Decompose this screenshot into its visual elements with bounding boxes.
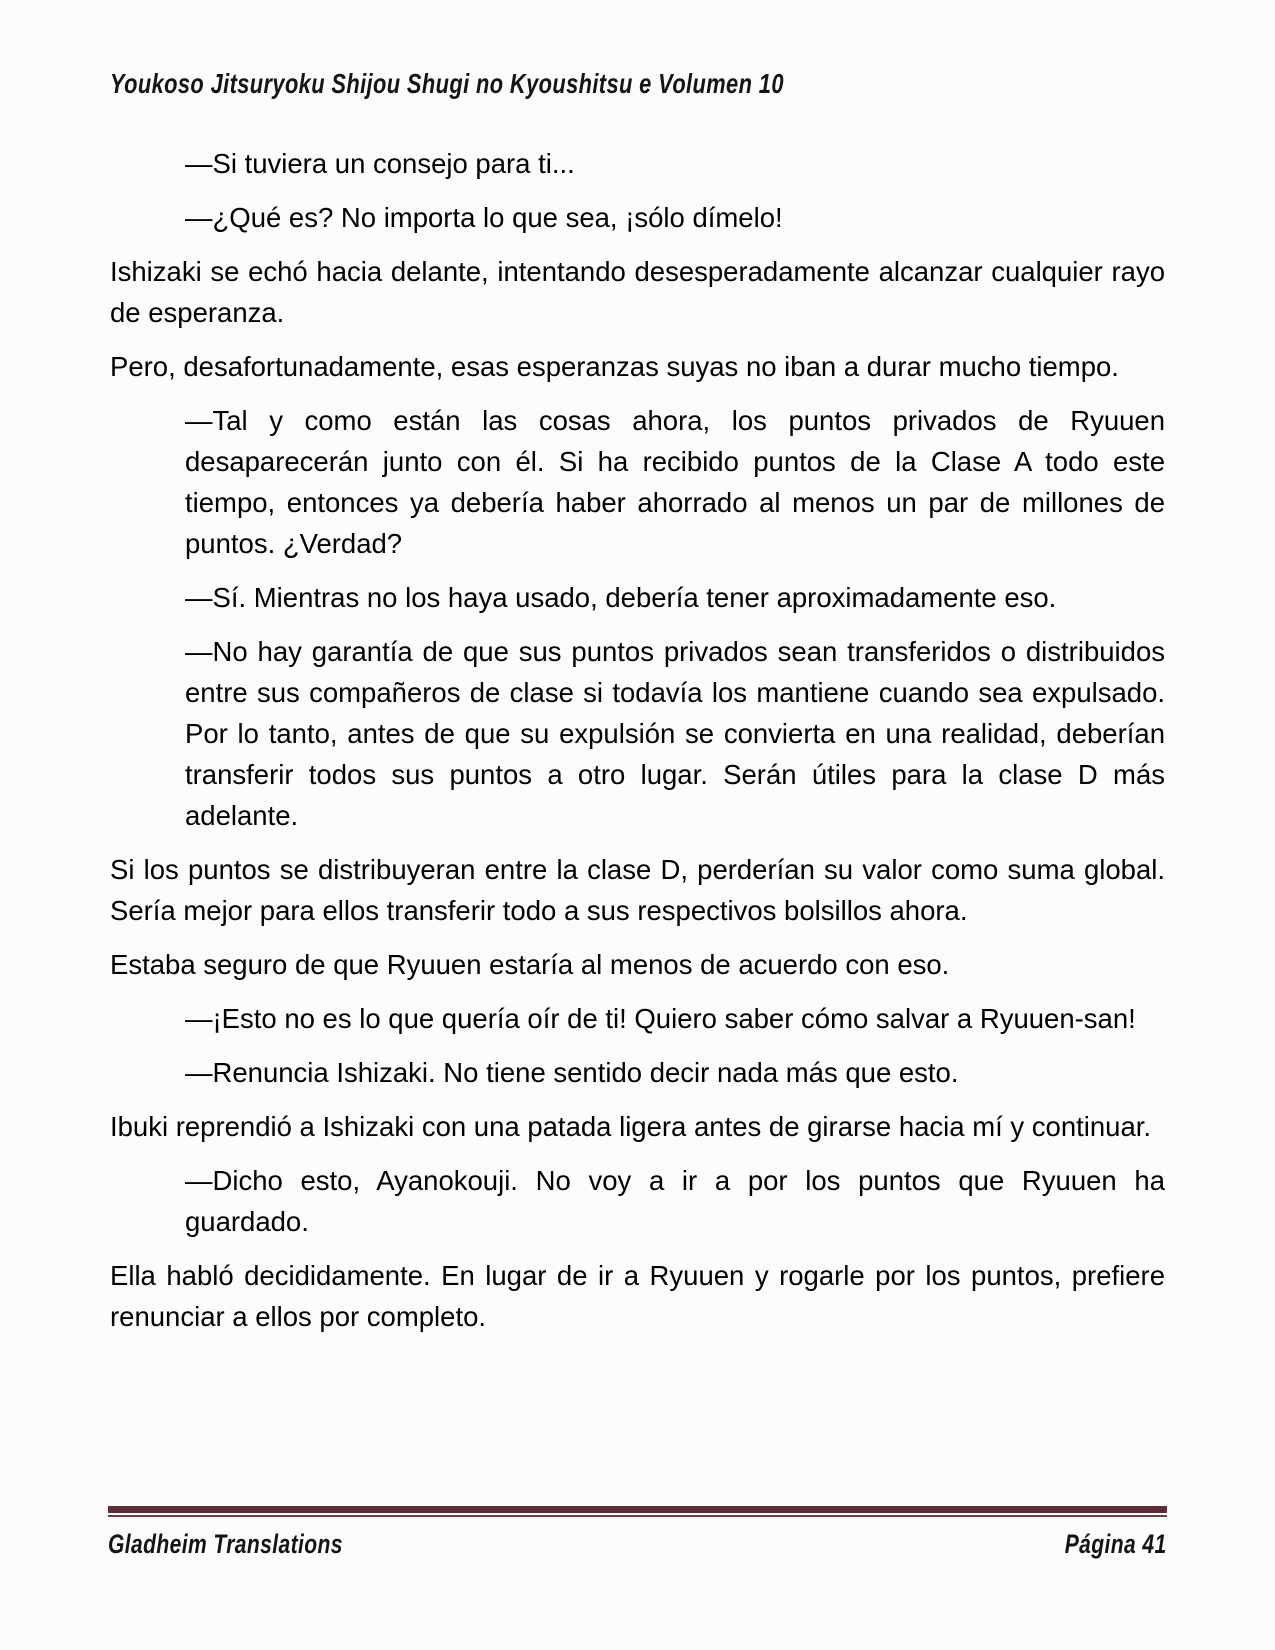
paragraph: —¡Esto no es lo que quería oír de ti! Quiero saber cómo salvar a Ryuuen-san! [185,1003,1136,1034]
paragraph: Ishizaki se echó hacia delante, intentando desesperadamente alcanzar cualquier rayo de esperanza. [110,256,1165,328]
paragraph: —Tal y como están las cosas ahora, los puntos privados de Ryuuen desaparecerán junto con él. Si ha recibido puntos de la Clase A todo este tiempo, entonces ya debería haber ahorrado al menos un par de millones de puntos. ¿Verdad? [185,405,1165,559]
paragraph: Pero, desafortunadamente, esas esperanzas suyas no iban a durar mucho tiempo. [110,351,1119,382]
page-footer [108,1506,1167,1560]
footer-row [108,1529,1167,1560]
paragraph: Estaba seguro de que Ryuuen estaría al menos de acuerdo con eso. [110,949,950,980]
paragraph: —Sí. Mientras no los haya usado, debería tener aproximadamente eso. [185,582,1057,613]
page-number-wrap [1036,1529,1167,1560]
page-number: Página 41 [1065,1529,1167,1559]
translator-credit: Gladheim Translations [108,1529,343,1559]
footer-divider-thick [108,1506,1167,1513]
paragraph: —Renuncia Ishizaki. No tiene sentido decir nada más que esto. [185,1057,959,1088]
footer-divider-thin [108,1515,1167,1517]
translator-credit-wrap [108,1529,409,1560]
paragraph: —Si tuviera un consejo para ti... [185,148,575,179]
paragraph: —No hay garantía de que sus puntos privados sean transferidos o distribuidos entre sus compañeros de clase si todavía los mantiene cuando sea expulsado. Por lo tanto, antes de que su expulsión se convierta en una realidad, deberían transferir todos sus puntos a otro lugar. Serán útiles para la clase D más adelante. [185,636,1165,831]
novel-text [110,143,1165,1350]
running-header [110,68,974,100]
paragraph: —Dicho esto, Ayanokouji. No voy a ir a por los puntos que Ryuuen ha guardado. [185,1165,1165,1237]
paragraph: —¿Qué es? No importa lo que sea, ¡sólo dímelo! [185,202,783,233]
paragraph: Si los puntos se distribuyeran entre la clase D, perderían su valor como suma global. Sería mejor para ellos transferir todo a sus respectivos bolsillos ahora. [110,854,1165,926]
paragraph: Ella habló decididamente. En lugar de ir a Ryuuen y rogarle por los puntos, prefiere renunciar a ellos por completo. [110,1260,1165,1332]
header-title: Youkoso Jitsuryoku Shijou Shugi no Kyoushitsu e Volumen 10 [110,68,784,99]
paragraph: Ibuki reprendió a Ishizaki con una patada ligera antes de girarse hacia mí y continuar. [110,1111,1152,1142]
